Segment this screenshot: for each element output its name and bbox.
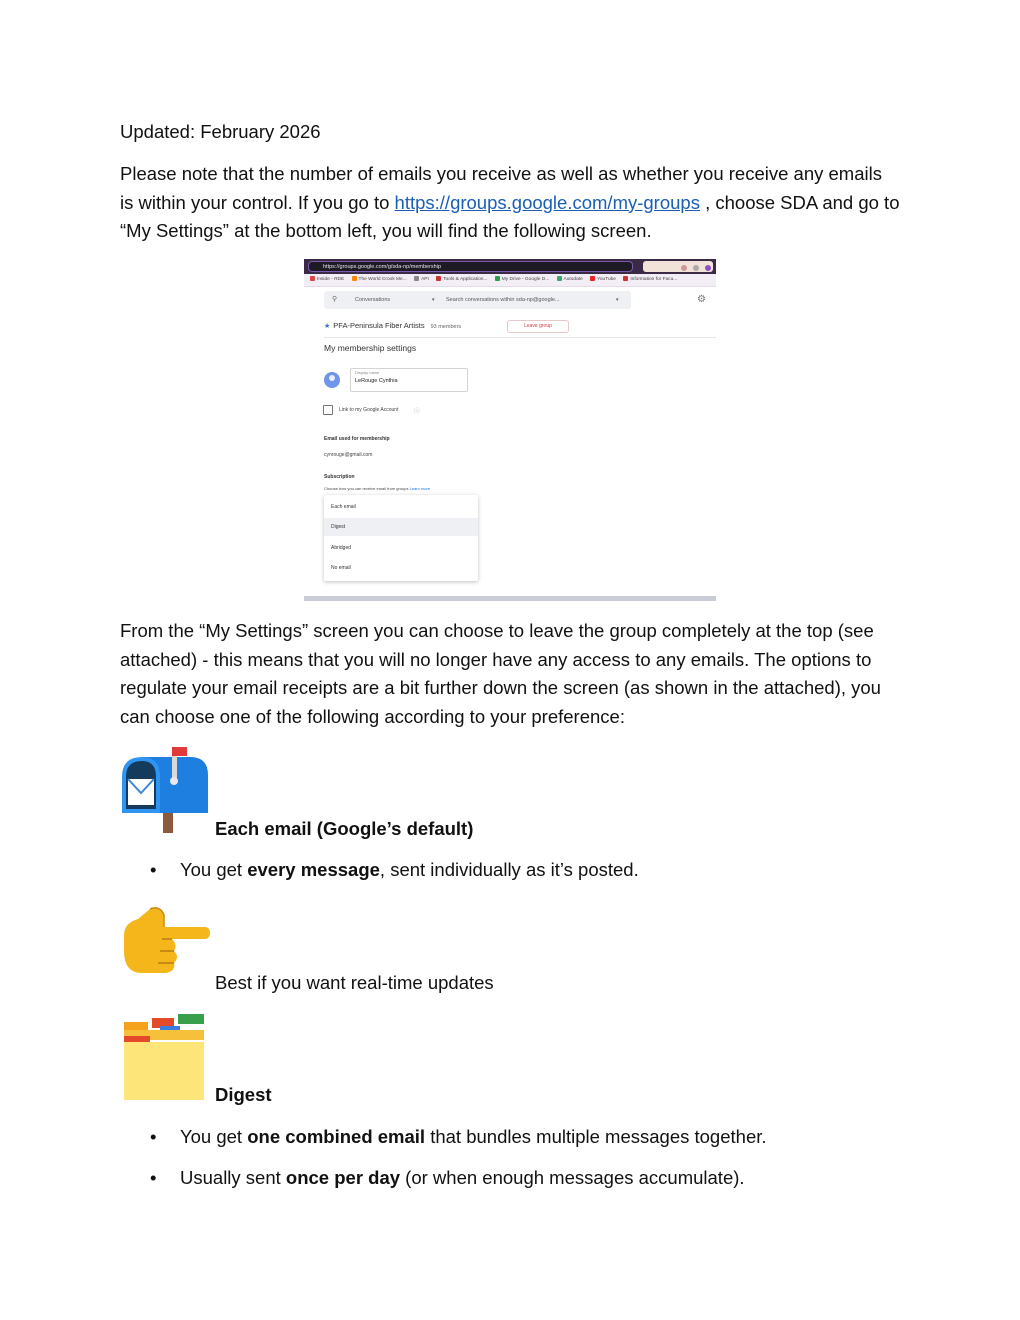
group-header: [324, 319, 714, 333]
bookmark-item: Tools & Application...: [436, 274, 487, 286]
extension-icon: [693, 265, 699, 271]
search-conversations-bar: [324, 291, 631, 309]
option-each-email: Each email: [331, 504, 356, 510]
bookmark-item: My Drive - Google D...: [495, 274, 549, 286]
group-name: PFA-Peninsula Fiber Artists: [333, 321, 425, 330]
card-index-dividers-icon: [124, 1012, 206, 1102]
browser-toolbar-right: [643, 261, 713, 272]
my-groups-link[interactable]: https://groups.google.com/my-groups: [394, 191, 700, 213]
subscription-help: Choose how you can receive email from groups Learn more: [324, 486, 431, 491]
link-account-label: Link to my Google Account: [339, 407, 399, 413]
bookmark-item: API: [414, 274, 429, 286]
search-icon: ⚲: [332, 296, 338, 303]
settings-paragraph: From the “My Settings” screen you can choose to leave the group completely at the top (see attached) - this means that you will no longer have any access to any emails. The options to regulate your email receipts are a bit further down the screen (as shown in the attached), you can choose one of the following according to your preference:: [120, 620, 881, 727]
email-value: cynrouge@gmail.com: [324, 452, 373, 458]
link-account-checkbox: [323, 405, 333, 415]
info-icon: ⓘ: [414, 409, 421, 415]
bullet: •: [150, 1167, 157, 1188]
list-item: • You get one combined email that bundles multiple messages together.: [150, 1123, 900, 1151]
avatar: [324, 372, 340, 388]
option-digest: Digest: [324, 518, 478, 536]
display-name-field: [350, 368, 468, 392]
digest-bullets: [150, 1123, 900, 1192]
bullet: •: [150, 859, 157, 880]
digest-heading: Digest: [215, 1084, 272, 1105]
bullet: •: [150, 1126, 157, 1147]
intro-text-before: Please note that the number of emails you receive as well as whether you receive any emails is within your control. If you go to: [120, 163, 882, 213]
extension-icon: [681, 265, 687, 271]
chevron-down-icon: ▾: [616, 297, 619, 303]
url-field: https://groups.google.com/g/sda-np/membership: [308, 261, 633, 272]
option-no-email: No email: [331, 565, 351, 571]
bookmarks-bar: [304, 274, 716, 287]
option-abridged: Abridged: [331, 545, 352, 551]
learn-more-link: Learn more: [409, 486, 431, 491]
bookmark-item: Autodate: [557, 274, 583, 286]
each-email-note: Best if you want real-time updates: [215, 972, 494, 993]
subscription-dropdown: [324, 495, 478, 581]
profile-icon: [705, 265, 711, 271]
bookmark-item: Inside - RDE: [310, 274, 344, 286]
updated-date: Updated: February 2026: [120, 121, 321, 142]
member-count: 93 members: [430, 324, 462, 330]
list-item: • You get every message, sent individually as it’s posted.: [150, 856, 900, 884]
email-label: Email used for membership: [324, 436, 390, 442]
subscription-label: Subscription: [324, 474, 355, 480]
pointing-right-hand-icon: [120, 905, 210, 975]
star-icon: ★: [324, 323, 331, 330]
display-name-label: Display name: [355, 370, 380, 375]
bookmark-item: The World Crook Me...: [352, 274, 407, 286]
chevron-down-icon: ▾: [432, 297, 435, 303]
each-email-bullets: [150, 856, 900, 884]
taskbar: [304, 596, 716, 601]
bookmark-item: YouTube: [590, 274, 616, 286]
each-email-heading: Each email (Google’s default): [215, 818, 474, 839]
gear-icon: ⚙: [697, 294, 706, 305]
intro-paragraph: [120, 160, 900, 246]
browser-address-bar: [304, 259, 716, 274]
search-scope: Conversations: [355, 297, 391, 303]
list-item: • Usually sent once per day (or when enough messages accumulate).: [150, 1164, 900, 1192]
search-placeholder: Search conversations within sda-np@google...: [446, 297, 560, 303]
bookmark-item: Information for Facu...: [623, 274, 677, 286]
display-name-value: LeRouge Cynthia: [355, 378, 398, 384]
membership-heading: My membership settings: [324, 343, 417, 353]
intro-text-after: , choose SDA and go to “My Settings” at the bottom left, you will find the following screen.: [120, 191, 900, 241]
leave-group-button: Leave group: [507, 320, 569, 333]
mailbox-with-mail-icon: [120, 745, 210, 833]
settings-screenshot: [304, 259, 716, 601]
divider: [324, 337, 716, 338]
